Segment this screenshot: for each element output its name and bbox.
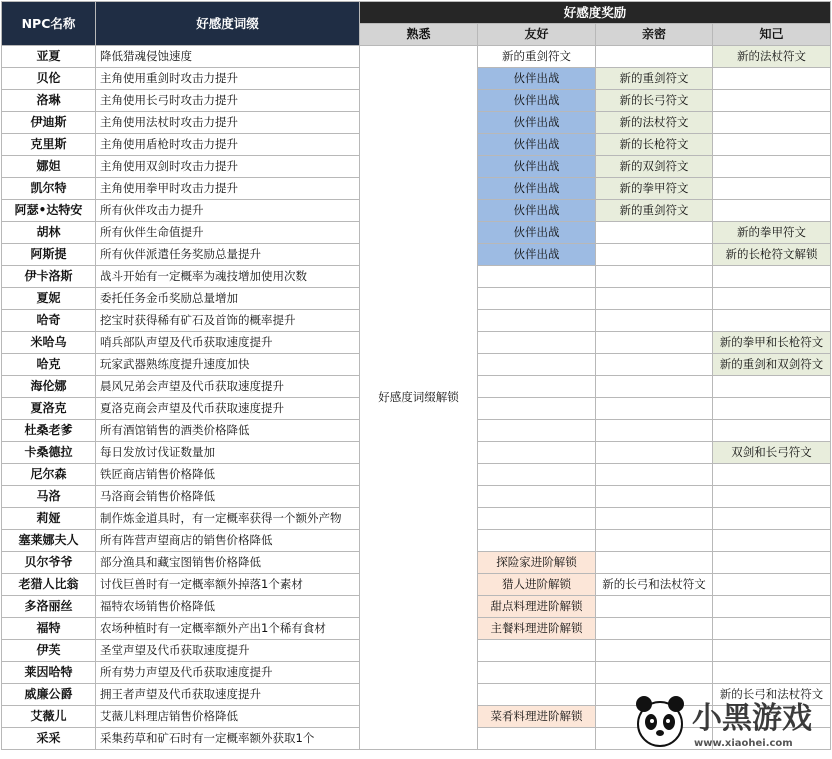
- youhao-cell: [478, 486, 596, 508]
- zhiji-cell: [713, 266, 831, 288]
- qinmi-cell: 新的重剑符文: [596, 200, 713, 222]
- qinmi-cell: [596, 618, 713, 640]
- level-header-youhao: 友好: [478, 24, 596, 46]
- zhiji-cell: 双剑和长弓符文: [713, 442, 831, 464]
- youhao-cell: 伙伴出战: [478, 134, 596, 156]
- qinmi-cell: [596, 244, 713, 266]
- npc-name-cell: 阿瑟•达特安: [2, 200, 96, 222]
- zhiji-cell: [713, 552, 831, 574]
- favorability-table: [1, 1, 831, 750]
- trait-cell: 马洛商会销售价格降低: [96, 486, 360, 508]
- youhao-cell: [478, 508, 596, 530]
- trait-header: 好感度词缀: [96, 2, 360, 46]
- zhiji-cell: [713, 134, 831, 156]
- youhao-cell: [478, 530, 596, 552]
- npc-name-cell: 艾薇儿: [2, 706, 96, 728]
- qinmi-cell: 新的长枪符文: [596, 134, 713, 156]
- npc-name-cell: 海伦娜: [2, 376, 96, 398]
- zhiji-cell: [713, 376, 831, 398]
- youhao-cell: [478, 684, 596, 706]
- zhiji-cell: [713, 464, 831, 486]
- youhao-cell: 菜肴料理进阶解锁: [478, 706, 596, 728]
- zhiji-cell: [713, 178, 831, 200]
- level-header-shuxi: 熟悉: [360, 24, 478, 46]
- qinmi-cell: 新的拳甲符文: [596, 178, 713, 200]
- trait-cell: 所有阵营声望商店的销售价格降低: [96, 530, 360, 552]
- qinmi-cell: 新的重剑符文: [596, 68, 713, 90]
- npc-name-cell: 福特: [2, 618, 96, 640]
- trait-cell: 所有酒馆销售的酒类价格降低: [96, 420, 360, 442]
- qinmi-cell: [596, 266, 713, 288]
- zhiji-cell: [713, 486, 831, 508]
- panda-icon: [636, 696, 684, 746]
- zhiji-cell: [713, 662, 831, 684]
- zhiji-cell: 新的长枪符文解锁: [713, 244, 831, 266]
- qinmi-cell: 新的法杖符文: [596, 112, 713, 134]
- trait-cell: 主角使用拳甲时攻击力提升: [96, 178, 360, 200]
- npc-name-cell: 阿斯提: [2, 244, 96, 266]
- qinmi-cell: [596, 398, 713, 420]
- trait-cell: 艾薇儿料理店销售价格降低: [96, 706, 360, 728]
- npc-name-cell: 莉娅: [2, 508, 96, 530]
- level-header-qinmi: 亲密: [596, 24, 713, 46]
- youhao-cell: [478, 398, 596, 420]
- header-row-top: [2, 2, 831, 24]
- youhao-cell: 伙伴出战: [478, 244, 596, 266]
- npc-name-cell: 伊卡洛斯: [2, 266, 96, 288]
- qinmi-cell: [596, 376, 713, 398]
- trait-cell: 委托任务金币奖励总量增加: [96, 288, 360, 310]
- youhao-cell: 伙伴出战: [478, 68, 596, 90]
- qinmi-cell: [596, 508, 713, 530]
- trait-cell: 玩家武器熟练度提升速度加快: [96, 354, 360, 376]
- qinmi-cell: [596, 486, 713, 508]
- trait-cell: 所有伙伴生命值提升: [96, 222, 360, 244]
- zhiji-cell: 新的拳甲符文: [713, 222, 831, 244]
- zhiji-cell: 新的重剑和双剑符文: [713, 354, 831, 376]
- qinmi-cell: 新的长弓符文: [596, 90, 713, 112]
- zhiji-cell: [713, 310, 831, 332]
- shuxi-merged-cell: 好感度词缀解锁: [360, 46, 478, 750]
- npc-name-cell: 威廉公爵: [2, 684, 96, 706]
- zhiji-cell: 新的法杖符文: [713, 46, 831, 68]
- youhao-cell: 伙伴出战: [478, 90, 596, 112]
- zhiji-cell: [713, 200, 831, 222]
- npc-name-cell: 马洛: [2, 486, 96, 508]
- youhao-cell: 探险家进阶解锁: [478, 552, 596, 574]
- zhiji-cell: [713, 90, 831, 112]
- trait-cell: 主角使用重剑时攻击力提升: [96, 68, 360, 90]
- level-header-zhiji: 知己: [713, 24, 831, 46]
- qinmi-cell: 新的长弓和法杖符文: [596, 574, 713, 596]
- qinmi-cell: [596, 420, 713, 442]
- trait-cell: 挖宝时获得稀有矿石及首饰的概率提升: [96, 310, 360, 332]
- rewards-header: 好感度奖励: [360, 2, 831, 24]
- npc-name-cell: 哈奇: [2, 310, 96, 332]
- npc-name-cell: 伊迪斯: [2, 112, 96, 134]
- trait-cell: 制作炼金道具时，有一定概率获得一个额外产物: [96, 508, 360, 530]
- youhao-cell: [478, 464, 596, 486]
- npc-name-cell: 亚夏: [2, 46, 96, 68]
- youhao-cell: 伙伴出战: [478, 222, 596, 244]
- npc-name-cell: 杜桑老爹: [2, 420, 96, 442]
- npc-name-cell: 尼尔森: [2, 464, 96, 486]
- zhiji-cell: [713, 68, 831, 90]
- zhiji-cell: [713, 288, 831, 310]
- qinmi-cell: [596, 464, 713, 486]
- youhao-cell: [478, 640, 596, 662]
- table-body: [2, 46, 831, 750]
- zhiji-cell: [713, 156, 831, 178]
- trait-cell: 主角使用长弓时攻击力提升: [96, 90, 360, 112]
- zhiji-cell: [713, 618, 831, 640]
- npc-name-cell: 卡桑德拉: [2, 442, 96, 464]
- npc-name-cell: 凯尔特: [2, 178, 96, 200]
- qinmi-cell: [596, 662, 713, 684]
- qinmi-cell: [596, 596, 713, 618]
- qinmi-cell: [596, 442, 713, 464]
- trait-cell: 农场种植时有一定概率额外产出1个稀有食材: [96, 618, 360, 640]
- trait-cell: 所有势力声望及代币获取速度提升: [96, 662, 360, 684]
- trait-cell: 采集药草和矿石时有一定概率额外获取1个: [96, 728, 360, 750]
- trait-cell: 所有伙伴派遣任务奖励总量提升: [96, 244, 360, 266]
- npc-name-cell: 多洛丽丝: [2, 596, 96, 618]
- youhao-cell: 主餐料理进阶解锁: [478, 618, 596, 640]
- zhiji-cell: [713, 420, 831, 442]
- npc-name-cell: 伊芙: [2, 640, 96, 662]
- qinmi-cell: [596, 222, 713, 244]
- trait-cell: 铁匠商店销售价格降低: [96, 464, 360, 486]
- trait-cell: 夏洛克商会声望及代币获取速度提升: [96, 398, 360, 420]
- youhao-cell: [478, 288, 596, 310]
- zhiji-cell: [713, 508, 831, 530]
- npc-name-cell: 克里斯: [2, 134, 96, 156]
- qinmi-cell: [596, 640, 713, 662]
- zhiji-cell: [713, 112, 831, 134]
- qinmi-cell: [596, 310, 713, 332]
- youhao-cell: 伙伴出战: [478, 156, 596, 178]
- trait-cell: 每日发放讨伐证数量加: [96, 442, 360, 464]
- trait-cell: 部分渔具和藏宝图销售价格降低: [96, 552, 360, 574]
- qinmi-cell: 新的双剑符文: [596, 156, 713, 178]
- watermark-brand: 小黑游戏: [692, 701, 812, 736]
- npc-name-cell: 夏妮: [2, 288, 96, 310]
- zhiji-cell: 新的拳甲和长枪符文: [713, 332, 831, 354]
- npc-name-cell: 米哈乌: [2, 332, 96, 354]
- youhao-cell: [478, 662, 596, 684]
- qinmi-cell: [596, 288, 713, 310]
- youhao-cell: [478, 442, 596, 464]
- trait-cell: 讨伐巨兽时有一定概率额外掉落1个素材: [96, 574, 360, 596]
- zhiji-cell: [713, 574, 831, 596]
- npc-name-cell: 贝伦: [2, 68, 96, 90]
- npc-name-cell: 哈克: [2, 354, 96, 376]
- trait-cell: 哨兵部队声望及代币获取速度提升: [96, 332, 360, 354]
- npc-name-cell: 贝尔爷爷: [2, 552, 96, 574]
- youhao-cell: [478, 310, 596, 332]
- zhiji-cell: [713, 640, 831, 662]
- trait-cell: 战斗开始有一定概率为魂技增加使用次数: [96, 266, 360, 288]
- zhiji-cell: 新的长弓和法杖符文: [713, 684, 831, 706]
- youhao-cell: 甜点料理进阶解锁: [478, 596, 596, 618]
- npc-name-cell: 老猎人比翁: [2, 574, 96, 596]
- npc-name-header: NPC名称: [2, 2, 96, 46]
- npc-name-cell: 莱因哈特: [2, 662, 96, 684]
- npc-name-cell: 塞莱娜夫人: [2, 530, 96, 552]
- npc-name-cell: 夏洛克: [2, 398, 96, 420]
- youhao-cell: 伙伴出战: [478, 112, 596, 134]
- trait-cell: 所有伙伴攻击力提升: [96, 200, 360, 222]
- qinmi-cell: [596, 552, 713, 574]
- npc-name-cell: 胡林: [2, 222, 96, 244]
- youhao-cell: [478, 332, 596, 354]
- youhao-cell: [478, 376, 596, 398]
- qinmi-cell: [596, 354, 713, 376]
- youhao-cell: 伙伴出战: [478, 200, 596, 222]
- qinmi-cell: [596, 332, 713, 354]
- trait-cell: 降低猎魂侵蚀速度: [96, 46, 360, 68]
- trait-cell: 福特农场销售价格降低: [96, 596, 360, 618]
- youhao-cell: 新的重剑符文: [478, 46, 596, 68]
- youhao-cell: 猎人进阶解锁: [478, 574, 596, 596]
- watermark-url: www.xiaohei.com: [694, 738, 793, 749]
- zhiji-cell: [713, 398, 831, 420]
- qinmi-cell: [596, 46, 713, 68]
- youhao-cell: [478, 266, 596, 288]
- trait-cell: 主角使用盾枪时攻击力提升: [96, 134, 360, 156]
- trait-cell: 晨风兄弟会声望及代币获取速度提升: [96, 376, 360, 398]
- youhao-cell: [478, 420, 596, 442]
- youhao-cell: [478, 354, 596, 376]
- npc-name-cell: 采采: [2, 728, 96, 750]
- qinmi-cell: [596, 530, 713, 552]
- site-watermark: [630, 686, 828, 754]
- trait-cell: 主角使用法杖时攻击力提升: [96, 112, 360, 134]
- npc-name-cell: 娜妲: [2, 156, 96, 178]
- npc-name-cell: 洛琳: [2, 90, 96, 112]
- youhao-cell: [478, 728, 596, 750]
- trait-cell: 圣堂声望及代币获取速度提升: [96, 640, 360, 662]
- trait-cell: 拥王者声望及代币获取速度提升: [96, 684, 360, 706]
- zhiji-cell: [713, 596, 831, 618]
- trait-cell: 主角使用双剑时攻击力提升: [96, 156, 360, 178]
- table-row: [2, 46, 831, 68]
- zhiji-cell: [713, 530, 831, 552]
- youhao-cell: 伙伴出战: [478, 178, 596, 200]
